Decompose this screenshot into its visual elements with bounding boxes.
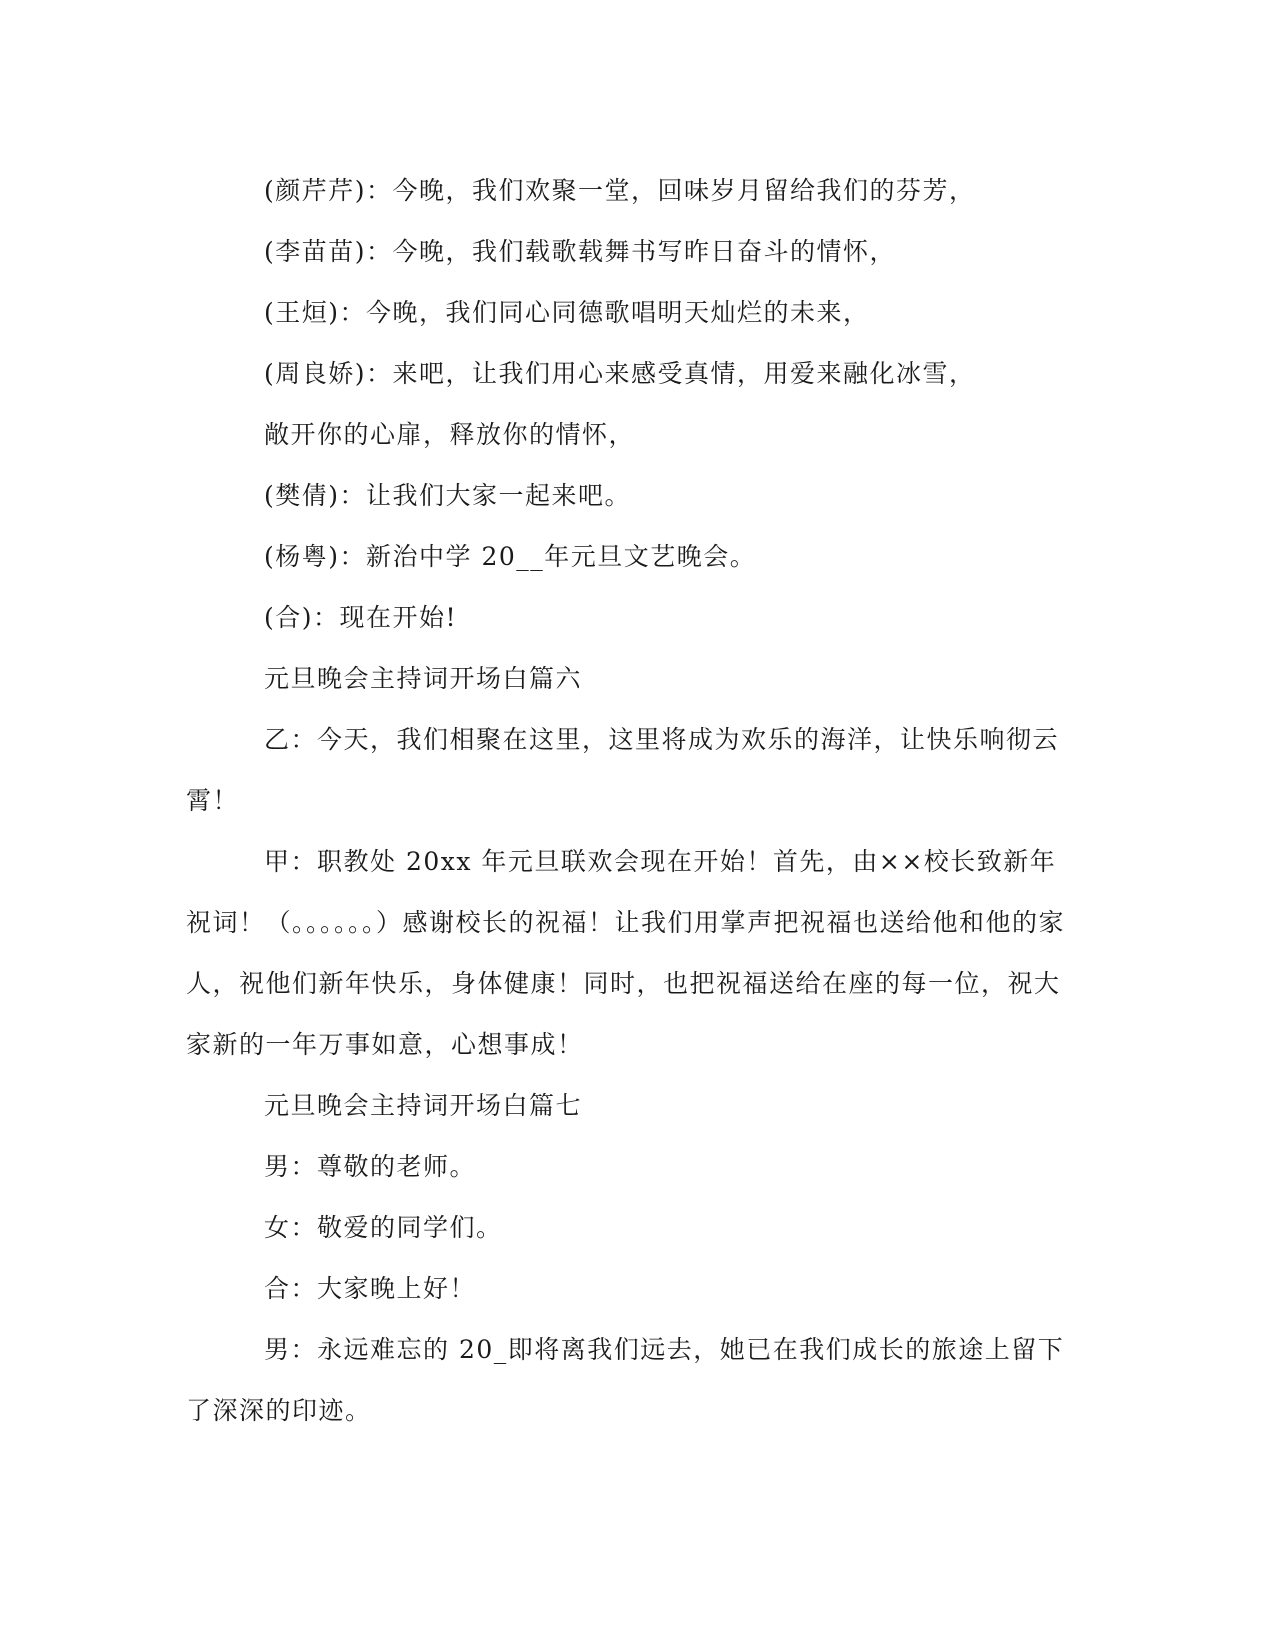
- document-body: [186, 160, 1066, 1441]
- paragraph: (颜芹芹)：今晚，我们欢聚一堂，回味岁月留给我们的芬芳，: [264, 176, 976, 205]
- paragraph: (周良娇)：来吧，让我们用心来感受真情，用爱来融化冰雪，: [264, 359, 976, 388]
- section-heading: 元旦晚会主持词开场白篇六: [264, 664, 583, 693]
- paragraph: (李苗苗)：今晚，我们载歌载舞书写昨日奋斗的情怀，: [264, 237, 897, 266]
- paragraph: 乙：今天，我们相聚在这里，这里将成为欢乐的海洋，让快乐响彻云霄！: [186, 725, 1060, 815]
- section-heading: 元旦晚会主持词开场白篇七: [264, 1091, 583, 1120]
- paragraph: (杨粤)：新治中学 20__年元旦文艺晚会。: [264, 542, 757, 571]
- paragraph: (樊倩)：让我们大家一起来吧。: [264, 481, 632, 510]
- paragraph: (王烜)：今晚，我们同心同德歌唱明天灿烂的未来，: [264, 298, 870, 327]
- paragraph: 男：尊敬的老师。: [264, 1152, 477, 1181]
- paragraph: 女：敬爱的同学们。: [264, 1213, 503, 1242]
- paragraph: (合)：现在开始!: [264, 603, 458, 632]
- paragraph: 甲：职教处 20xx 年元旦联欢会现在开始！首先，由××校长致新年祝词！（。。。。。。）感谢校长的祝福！让我们用掌声把祝福也送给他和他的家人，祝他们新年快乐，身体健康！同时，也把祝福送给在座的每一位，祝大家新的一年万事如意，心想事成！: [186, 847, 1066, 1059]
- paragraph: 敞开你的心扉，释放你的情怀，: [264, 420, 636, 449]
- paragraph: 合：大家晚上好！: [264, 1274, 477, 1303]
- paragraph: 男：永远难忘的 20_即将离我们远去，她已在我们成长的旅途上留下了深深的印迹。: [186, 1335, 1065, 1425]
